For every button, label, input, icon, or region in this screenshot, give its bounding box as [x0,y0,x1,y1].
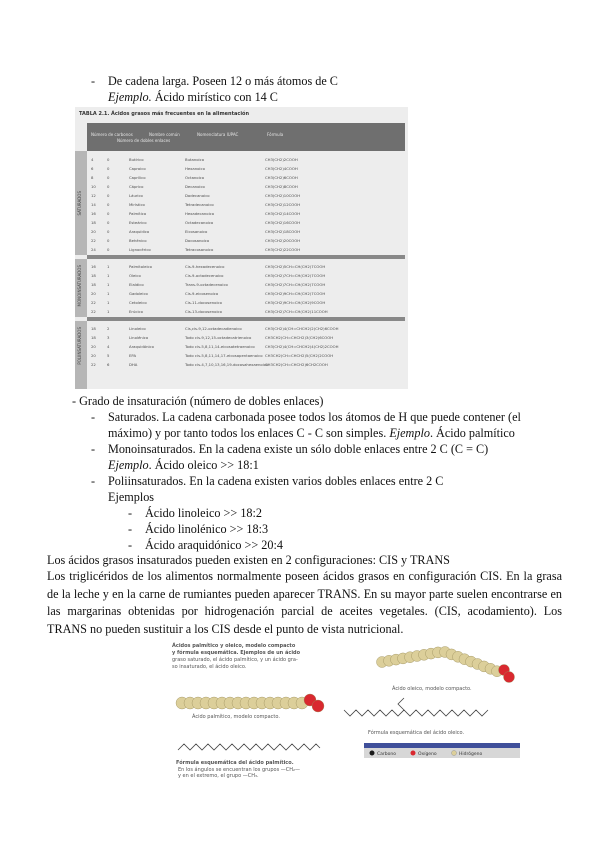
triglycerides-paragraph: Los triglicéridos de los alimentos normalmente poseen ácidos grasos en configuración CIS. En la grasa de la leche y en la carne de rumiantes pueden aparecer TRANS. En su mayor parte suelen encontrarse en las margarinas obtenidas por hidrogenación parcial de aceites vegetales. (CIS, acodamiento). Los TRANS no pueden sustituir a los CIS desde el punto de vista nutricional. [47,569,562,636]
table-cell: 22 [91,238,96,243]
table-cell: 4 [91,157,94,162]
table-cell: 6 [107,362,110,367]
fatty-acid-illustration [168,640,524,778]
palmitic-oxygen-atom [312,700,324,712]
table-cell: 6 [91,166,94,171]
table-row [89,280,405,289]
figure-caption-1: Ácidos palmítico y oleico, modelo compacto [172,643,296,649]
table-cell: CH3CH2(CH=CHCH2)6CH2COOH [265,362,328,367]
oleic-formula-label: Fórmula esquemática del ácido oleico. [368,730,465,736]
table-cell: Láurico [129,193,143,198]
table-cell: 0 [107,238,110,243]
oleic-schematic-formula [344,710,488,716]
table-cell: 4 [107,344,110,349]
table-cell: CH3(CH2)5CH=CH(CH2)7COOH [265,264,326,269]
table-cell: 1 [107,291,110,296]
example-text: Ácido mirístico con 14 C [151,90,278,104]
table-cell: Mirístico [129,202,145,207]
table-cell: 0 [107,211,110,216]
table-row [89,298,405,307]
table-row [89,191,405,200]
legend-hydrogen-icon [452,751,457,756]
table-cell: Cis-11-docosenoico [185,300,222,305]
table-cell: Palmítico [129,211,147,216]
table-row [89,289,405,298]
formula-note-2: y en el extremo, el grupo —CH₃. [178,773,259,778]
palmitic-compact-label: Ácido palmítico, modelo compacto. [192,714,280,720]
table-cell: 0 [107,202,110,207]
table-row [89,200,405,209]
cis-trans-paragraph: Los ácidos grasos insaturados pueden existen en 2 configuraciones: CIS y TRANS [47,553,450,567]
table-cell: Cis-13-docosenoico [185,309,222,314]
table-cell: Tetradecanoico [185,202,214,207]
table-cell: Octadecanoico [185,220,214,225]
table-row [89,262,405,271]
table-row [89,307,405,316]
bullet-dash: - [91,74,96,88]
table-cell: Araquídico [129,229,150,234]
table-cell: Behénico [129,238,147,243]
table-row [89,182,405,191]
table-cell: Caprílico [129,175,146,180]
table-row [89,155,405,164]
example-arachidonic: Ácido araquidónico >> 20:4 [145,538,283,552]
table-cell: CH3CH2(CH=CHCH2)5(CH2)2COOH [265,353,334,358]
example-label: Ejemplo. [108,90,152,104]
table-cell: 0 [107,229,110,234]
long-chain-text: De cadena larga. Poseen 12 o más átomos de C [108,74,338,88]
oleic-compact-model [377,647,515,683]
table-row [89,342,405,351]
table-cell: 12 [91,193,96,198]
table-cell: CH3(CH2)9CH=CH(CH2)7COOH [265,291,326,296]
table-cell: 16 [91,264,96,269]
table-cell: 1 [107,273,110,278]
figure-caption-4: so insaturado, el ácido oleico. [172,664,247,670]
table-row [89,236,405,245]
table-cell: 3 [107,335,110,340]
table-row [89,173,405,182]
saturated-line-2: máximo) y por tanto todos los enlaces C - C son simples. Ejemplo. Ácido palmítico [108,426,515,440]
table-cell: Linoleico [129,326,146,331]
header-iupac: Nomenclatura IUPAC [197,132,239,137]
table-cell: Todo cis-4,7,10,13,16,19-docosahexaenoico [185,362,269,367]
section-title: - Grado de insaturación (número de dobles enlaces) [72,394,324,408]
table-cell: 22 [91,300,96,305]
bullet-dash: - [91,410,96,424]
table-row [89,271,405,280]
table-cell: 22 [91,309,96,314]
table-cell: 18 [91,326,96,331]
table-cell: 8 [91,175,94,180]
table-cell: 10 [91,184,96,189]
table-cell: DHA [129,362,138,367]
table-divider-2 [87,317,405,321]
table-cell: 20 [91,229,96,234]
palmitic-schematic-formula [178,744,320,750]
table-row [89,164,405,173]
table-cell: 14 [91,202,96,207]
table-cell: 0 [107,157,110,162]
table-cell: Cis-9-octadecenoico [185,273,224,278]
fatty-acid-figure [168,640,524,778]
header-carbons: Número de carbonos [91,132,133,137]
table-cell: CH3(CH2)10COOH [265,193,301,198]
table-cell: CH3(CH2)14COOH [265,211,301,216]
table-cell: 0 [107,193,110,198]
table-header [87,123,405,151]
table-cell: 18 [91,335,96,340]
table-cell: Cis-9-hexadecenoico [185,264,225,269]
table-cell: 0 [107,166,110,171]
table-cell: 0 [107,220,110,225]
figure-caption-2: y fórmula esquemática. Ejemplos de un ácido [172,650,301,656]
legend-hydrogen: Hidrógeno [459,752,483,757]
table-cell: Lignocérico [129,247,151,252]
poly-line-1: Poliinsaturados. En la cadena existen varios dobles enlaces entre 2 C [108,474,444,488]
saturated-line-1: Saturados. La cadena carbonada posee todos los átomos de H que puede contener (el [108,410,521,424]
mono-line-1: Monoinsaturados. En la cadena existe un sólo doble enlaces entre 2 C (C = C) [108,442,489,456]
table-cell: 2 [107,326,110,331]
bullet-dash: - [128,506,133,520]
table-cell: Oleico [129,273,141,278]
table-cell: 5 [107,353,110,358]
table-cell: 1 [107,309,110,314]
table-row [89,227,405,236]
example-linoleic: Ácido linoleico >> 18:2 [145,506,262,520]
table-cell: CH3(CH2)20COOH [265,238,301,243]
table-row [89,333,405,342]
table-cell: Araquidónico [129,344,154,349]
formula-note-1: En los ángulos se encuentran los grupos —CH₂— [178,767,301,773]
header-formula: Fórmula [267,132,284,137]
table-cell: Esteárico [129,220,147,225]
table-caption: TABLA 2.1. Ácidos grasos más frecuentes en la alimentación [79,111,250,117]
table-cell: Octanoico [185,175,205,180]
table-cell: Linolénico [129,335,149,340]
oleic-oxygen-atom [504,672,515,683]
legend-oxygen: Oxígeno [418,752,437,757]
table-cell: Erúcico [129,309,143,314]
table-row [89,324,405,333]
example-linolenic: Ácido linolénico >> 18:3 [145,522,269,536]
table-row [89,218,405,227]
group-mono: MONOINSATURADOS [75,259,87,317]
table-cell: CH3(CH2)6COOH [265,175,298,180]
header-double-bonds: Número de dobles enlaces [117,138,171,143]
table-cell: Todo cis-5,8,11,14,17-eicosapentaenoico [185,353,263,358]
table-cell: 18 [91,273,96,278]
table-cell: Decanoico [185,184,205,189]
table-row [89,360,405,369]
table-cell: EPA [129,353,137,358]
table-cell: Butanoico [185,157,205,162]
table-cell: Hexadecanoico [185,211,215,216]
table-cell: 1 [107,282,110,287]
table-cell: 20 [91,344,96,349]
oleic-compact-label: Ácido oleico, modelo compacto. [392,686,472,692]
table-cell: Elaídico [129,282,144,287]
example-line [108,89,278,105]
palmitic-compact-model [176,694,324,712]
header-common-name: Nombre común [149,132,180,137]
table-cell: CH3(CH2)7CH=CH(CH2)7COOH [265,282,326,287]
table-cell: Dodecanoico [185,193,210,198]
table-cell: Todo cis-5,8,11,14-eicosatetraenoico [185,344,255,349]
group-poly: POLIINSATURADOS [75,321,87,389]
table-cell: Eicosanoico [185,229,208,234]
table-cell: 1 [107,264,110,269]
table-cell: 20 [91,291,96,296]
table-cell: CH3(CH2)9CH=CH(CH2)9COOH [265,300,326,305]
table-cell: Gadoleico [129,291,148,296]
table-cell: 0 [107,175,110,180]
table-cell: Cetoleico [129,300,147,305]
table-cell: Cáprico [129,184,144,189]
table-cell: 1 [107,300,110,305]
table-cell: CH3(CH2)7CH=CH(CH2)11COOH [265,309,328,314]
table-cell: CH3(CH2)7CH=CH(CH2)7COOH [265,273,326,278]
table-cell: Trans-9-octadecenoico [185,282,228,287]
table-cell: CH3(CH2)18COOH [265,229,301,234]
bullet-dash: - [91,442,96,456]
table-cell: Cis,cis-9,12-octadecadienoico [185,326,242,331]
table-cell: 18 [91,220,96,225]
table-cell: Butírico [129,157,144,162]
table-cell: CH3(CH2)12COOH [265,202,301,207]
figure-caption-3: graso saturado, el ácido palmítico, y un ácido gra- [172,657,298,663]
table-cell: Tetracosanoico [185,247,214,252]
table-cell: CH3(CH2)4(CH=CHCH2)2(CH2)6COOH [265,326,339,331]
fatty-acids-table [75,107,408,389]
table-cell: 0 [107,184,110,189]
table-cell: CH3CH2(CH=CHCH2)3(CH2)6COOH [265,335,334,340]
table-cell: Todo cis-9,12,15-octadecatrienoico [185,335,252,340]
table-cell: 22 [91,362,96,367]
poly-examples-label: Ejemplos [108,490,155,504]
table-cell: 18 [91,282,96,287]
table-cell: 20 [91,353,96,358]
palmitic-formula-label: Fórmula esquemática del ácido palmítico. [176,760,294,766]
table-cell: Hexanoico [185,166,205,171]
table-row [89,209,405,218]
table-cell: CH3(CH2)4(CH=CHCH2)4(CH2)2COOH [265,344,339,349]
legend-bar [364,743,520,748]
legend-oxygen-icon [411,751,416,756]
table-cell: Cis-9-eicosenoico [185,291,219,296]
table-cell: CH3(CH2)2COOH [265,157,298,162]
group-saturated: SATURADOS [75,151,87,255]
table-cell: CH3(CH2)16COOH [265,220,301,225]
table-cell: Palmitoleico [129,264,152,269]
table-cell: Docosanoico [185,238,210,243]
legend-carbon: Carbono [377,752,396,757]
table-cell: CH3(CH2)4COOH [265,166,298,171]
table-row [89,351,405,360]
table-divider [87,255,405,259]
oleic-cis-kink [398,698,404,710]
bullet-dash: - [91,474,96,488]
table-cell: CH3(CH2)8COOH [265,184,298,189]
table-cell: 0 [107,247,110,252]
bullet-dash: - [128,538,133,552]
table-cell: 24 [91,247,96,252]
mono-line-2: Ejemplo. Ácido oleico >> 18:1 [108,458,259,472]
legend-carbon-icon [370,751,375,756]
table-row [89,245,405,254]
table-cell: Caproico [129,166,146,171]
bullet-dash: - [128,522,133,536]
table-cell: 16 [91,211,96,216]
table-cell: CH3(CH2)22COOH [265,247,301,252]
